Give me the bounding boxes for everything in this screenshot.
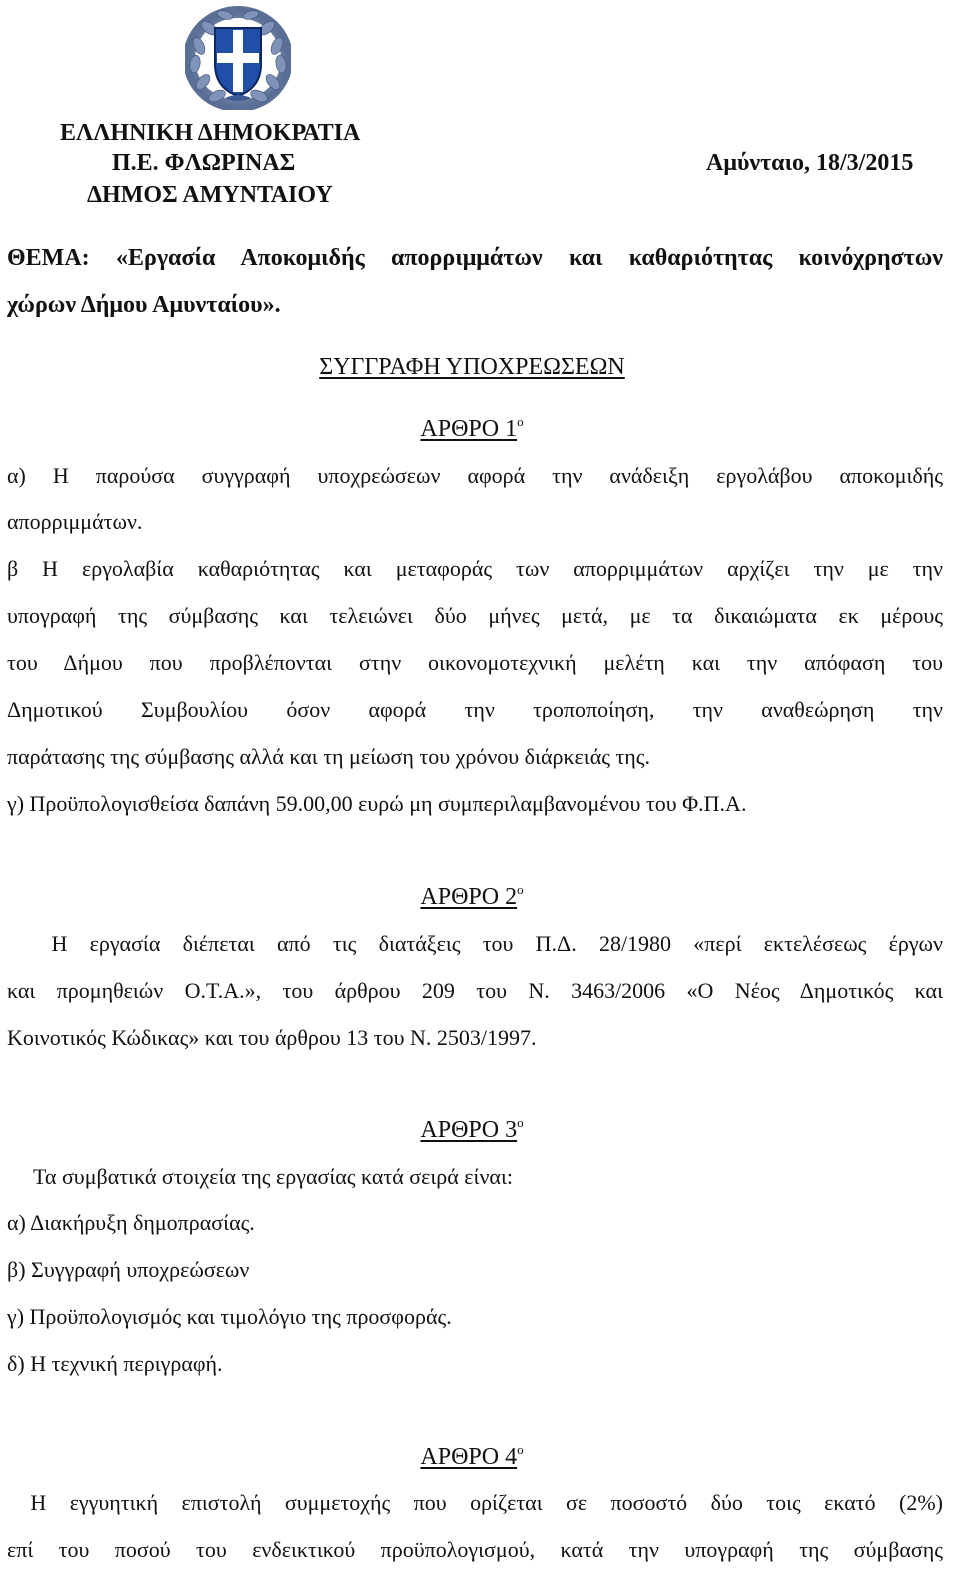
- article-1-line: α) Η παρούσα συγγραφή υποχρεώσεων αφορά την ανάδειξη εργολάβου αποκομιδής: [7, 463, 943, 488]
- greek-emblem-icon: [185, 6, 291, 110]
- place-date: Αμύνταιο, 18/3/2015: [706, 150, 914, 176]
- article-1-line: Δημοτικού Συμβουλίου όσον αφορά την τροποποίηση, την αναθεώρηση την: [7, 697, 943, 722]
- letterhead-country: ΕΛΛΗΝΙΚΗ ΔΗΜΟΚΡΑΤΙΑ: [60, 120, 361, 146]
- document-title: ΣΥΓΓΡΑΦΗ ΥΠΟΧΡΕΩΣΕΩΝ: [319, 354, 625, 380]
- article-1-body: [7, 461, 943, 819]
- article-1-heading: [0, 414, 952, 444]
- letterhead-municipality: ΔΗΜΟΣ ΑΜΥΝΤΑΙΟΥ: [87, 182, 333, 208]
- article-1-ordinal: ο: [517, 414, 524, 429]
- article-2-body: [7, 929, 943, 1053]
- article-1-line: β Η εργολαβία καθαριότητας και μεταφοράς των απορριμμάτων αρχίζει την με την: [7, 556, 943, 581]
- article-2-line: Κοινοτικός Κώδικας» και του άρθρου 13 του Ν. 2503/1997.: [7, 1025, 537, 1050]
- list-item: α) Διακήρυξη δημοπρασίας.: [7, 1210, 255, 1235]
- article-4-ordinal: ο: [517, 1442, 524, 1457]
- article-1-line: του Δήμου που προβλέπονται στην οικονομοτεχνική μελέτη και την απόφαση του: [7, 650, 943, 675]
- subject-line-2: χώρων Δήμου Αμυνταίου».: [7, 292, 281, 318]
- article-2-line: και προμηθειών Ο.Τ.Α.», του άρθρου 209 του Ν. 3463/2006 «Ο Νέος Δημοτικός και: [7, 978, 943, 1003]
- article-4-line: επί του ποσού του ενδεικτικού προϋπολογισμού, κατά την υπογραφή της σύμβασης: [7, 1537, 943, 1562]
- letterhead-region: Π.Ε. ΦΛΩΡΙΝΑΣ: [112, 150, 296, 176]
- article-3-heading-text: ΑΡΘΡΟ 3: [420, 1117, 518, 1143]
- article-2-heading-text: ΑΡΘΡΟ 2: [420, 884, 518, 910]
- list-item: β) Συγγραφή υποχρεώσεων: [7, 1257, 250, 1282]
- article-1-line: παράτασης της σύμβασης αλλά και τη μείωση του χρόνου διάρκειάς της.: [7, 744, 650, 769]
- article-4-heading-text: ΑΡΘΡΟ 4: [420, 1444, 518, 1470]
- article-2-ordinal: ο: [517, 882, 524, 897]
- article-1-line: υπογραφή της σύμβασης και τελειώνει δύο μήνες μετά, με τα δικαιώματα εκ μέρους: [7, 603, 943, 628]
- article-4-body: [7, 1488, 943, 1565]
- list-item: δ) Η τεχνική περιγραφή.: [7, 1351, 223, 1376]
- article-2-line: Η εργασία διέπεται από τις διατάξεις του Π.Δ. 28/1980 «περί εκτελέσεως έργων: [7, 931, 943, 956]
- article-3-heading: [0, 1115, 952, 1145]
- article-1-line: απορριμμάτων.: [7, 509, 143, 534]
- list-item: γ) Προϋπολογισμός και τιμολόγιο της προσφοράς.: [7, 1304, 452, 1329]
- article-3-ordinal: ο: [517, 1115, 524, 1130]
- article-2-heading: [0, 882, 952, 912]
- subject-line-1: ΘΕΜΑ: «Εργασία Αποκομιδής απορριμμάτων και καθαριότητας κοινόχρηστων: [7, 245, 943, 271]
- article-3-list: [7, 1208, 452, 1379]
- article-4-line: Η εγγυητική επιστολή συμμετοχής που ορίζεται σε ποσοστό δύο τοις εκατό (2%): [7, 1490, 943, 1515]
- article-3-intro: Τα συμβατικά στοιχεία της εργασίας κατά σειρά είναι:: [33, 1164, 513, 1189]
- article-1-line: γ) Προϋπολογισθείσα δαπάνη 59.00,00 ευρώ μη συμπεριλαμβανομένου του Φ.Π.Α.: [7, 791, 747, 816]
- article-1-heading-text: ΑΡΘΡΟ 1: [420, 416, 518, 442]
- article-4-heading: [0, 1442, 952, 1472]
